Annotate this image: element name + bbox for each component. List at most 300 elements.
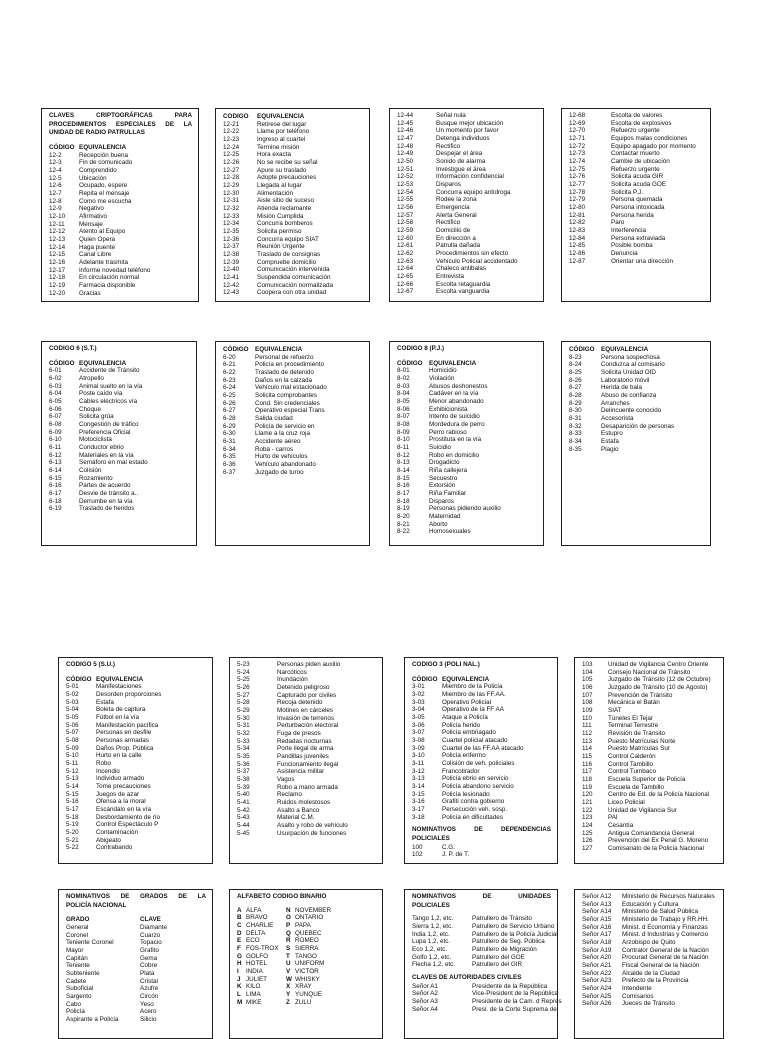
alphabet-letter: X: [286, 983, 291, 991]
code-row: [237, 799, 376, 807]
meaning-cell: Mordedura de perro: [429, 421, 485, 429]
code-cell: 6-34: [223, 445, 236, 453]
code-cell: 12-3: [49, 159, 62, 167]
code-cell: 6-28: [223, 415, 236, 423]
meaning-cell: Cadáver en la vía: [429, 390, 479, 398]
meaning-cell: Quien Opera: [79, 236, 116, 244]
meaning-cell: Juzgado de Tránsito (12 de Octubre): [608, 676, 711, 684]
meaning-cell: Accidente aéreo: [255, 438, 301, 446]
code-row: [569, 227, 704, 235]
code-row: [397, 120, 537, 128]
code-cell: 8-16: [397, 482, 410, 490]
card-title: CODIGO 6 (S.T.): [49, 345, 97, 352]
code-cell: 5-11: [66, 760, 79, 768]
meaning-cell: Operativo de la FF AA: [442, 706, 504, 714]
code-row: [582, 830, 717, 838]
code-cell: 5-45: [237, 829, 250, 837]
code-row: [223, 197, 363, 205]
code-row: [412, 915, 551, 923]
code-cell: 6-29: [223, 422, 236, 430]
code-row: [412, 946, 551, 954]
meaning-cell: Aisle sitio de suceso: [257, 197, 315, 205]
code-cell: 12-23: [223, 136, 240, 144]
code-cell: 5-14: [66, 783, 79, 791]
code-row: [49, 406, 190, 414]
meaning-cell: Contrabando: [96, 844, 133, 852]
meaning-cell: Perturbación electoral: [277, 722, 339, 730]
column-header: [569, 346, 704, 354]
code-row: [412, 1005, 557, 1014]
alphabet-letter: D: [237, 929, 242, 937]
meaning-cell: Apure su traslado: [257, 166, 307, 174]
code-cell: 12-5: [49, 174, 62, 182]
code-row: [582, 684, 717, 692]
code-row: [412, 699, 551, 707]
alphabet-word: ONTARIO: [295, 914, 324, 922]
meaning-cell: Alimentación: [257, 189, 294, 197]
code-cell: 6-04: [49, 390, 62, 398]
code-cell: 6-12: [49, 451, 62, 459]
meaning-cell: Mensaje: [79, 220, 103, 228]
meaning-cell: Extorsión: [429, 482, 456, 490]
meaning-cell: Policía abandono servicio: [442, 783, 514, 791]
code-cell: Cadete: [66, 977, 87, 985]
code-row: [569, 369, 704, 377]
meaning-cell: Cuarzo: [140, 931, 161, 939]
meaning-cell: Motociclista: [79, 436, 112, 444]
code-row: [49, 228, 192, 236]
meaning-cell: Patrullero de Servicio Urbano: [472, 923, 555, 931]
code-row: [412, 752, 551, 760]
meaning-cell: Prefecto de la Provincia: [622, 977, 689, 985]
meaning-cell: Derrumbe en la vía: [79, 497, 133, 505]
code-cell: 5-20: [66, 829, 79, 837]
code-cell: 5-08: [66, 737, 79, 745]
code-row: [412, 814, 551, 822]
code-row: [397, 173, 537, 181]
column-header-value: EQUIVALENCIA: [255, 346, 303, 353]
code-row: [66, 737, 206, 745]
code-row: [223, 213, 363, 221]
meaning-cell: Accidente de Tránsito: [79, 367, 140, 375]
code-row: [237, 692, 376, 700]
meaning-cell: Policía lesionado: [442, 790, 490, 798]
code-cell: 12-78: [569, 188, 586, 196]
alphabet-row: [237, 930, 376, 938]
code-cell: 5-04: [66, 706, 79, 714]
code-row: [569, 204, 704, 212]
code-row: [237, 807, 376, 815]
code-cell: 8-19: [397, 505, 410, 513]
column-header-value: EQUIVALENCIA: [429, 359, 477, 367]
code-row: [49, 413, 190, 421]
code-cell: 12-32: [223, 205, 240, 213]
code-row: [582, 715, 717, 723]
meaning-cell: Coopera con otra unidad: [257, 289, 327, 297]
meaning-cell: Arranches: [601, 399, 630, 407]
meaning-cell: Información confidencial: [436, 173, 504, 181]
code-row: [49, 167, 192, 175]
code-cell: 3-05: [412, 714, 425, 722]
meaning-cell: Revisión de Tránsito: [608, 730, 666, 738]
meaning-cell: Control Tumbaco: [608, 768, 656, 776]
meaning-cell: No se recibe su señal: [257, 159, 318, 167]
code-cell: 5-30: [237, 714, 250, 722]
code-row: [582, 939, 717, 947]
meaning-cell: Daños en la calzada: [255, 376, 313, 384]
alphabet-letter: H: [237, 960, 242, 968]
alphabet-row: [237, 968, 376, 976]
meaning-cell: Farmacia disponible: [79, 282, 136, 290]
code-cell: 6-16: [49, 482, 62, 490]
alphabet-word: XRAY: [295, 983, 312, 991]
code-row: [569, 235, 704, 243]
code-cell: 106: [582, 684, 593, 692]
meaning-cell: Control Espectáculo P: [96, 821, 159, 829]
code-row: [223, 453, 363, 461]
code-row: [397, 475, 537, 483]
code-cell: 5-12: [66, 767, 79, 775]
meaning-cell: Desorden proporciones: [96, 691, 162, 699]
meaning-cell: Homosexuales: [429, 528, 471, 536]
meaning-cell: Cond. Sin credenciales: [255, 399, 320, 407]
code-cell: 5-10: [66, 752, 79, 760]
code-row: [237, 676, 376, 684]
code-cell: 12-73: [569, 150, 586, 158]
code-cell: Señor A24: [582, 985, 612, 993]
code-row: [49, 282, 192, 290]
meaning-cell: Plata: [140, 970, 155, 978]
meaning-cell: Reclamo: [277, 791, 302, 799]
code-row: [569, 258, 704, 266]
code-row: [397, 242, 537, 250]
code-row: [582, 761, 717, 769]
code-row: [397, 467, 537, 475]
code-row: [569, 242, 704, 250]
meaning-cell: Asistencia militar: [277, 768, 325, 776]
code-row: [582, 738, 717, 746]
meaning-cell: Violación: [429, 375, 455, 383]
code-row: [582, 931, 717, 939]
meaning-cell: Policía en procedimiento: [255, 361, 324, 369]
code-cell: Señor A21: [582, 962, 612, 970]
card-grados-policia: [58, 889, 213, 1039]
code-cell: Señor A26: [582, 1000, 612, 1008]
code-row: [569, 384, 704, 392]
section-title: NOMINATIVOS DE DEPENDENCIAS: [412, 826, 551, 834]
code-row: [397, 112, 537, 120]
code-row: [223, 220, 363, 228]
code-cell: 8-14: [397, 467, 410, 475]
code-cell: 8-05: [397, 398, 410, 406]
meaning-cell: Topacio: [140, 939, 162, 947]
code-cell: Señor A18: [582, 939, 612, 947]
meaning-cell: Reunión Urgente: [257, 243, 305, 251]
meaning-cell: Persona quemada: [611, 196, 663, 204]
meaning-cell: En dirección a: [436, 234, 476, 242]
code-row: [237, 738, 376, 746]
code-cell: 12-48: [397, 142, 414, 150]
code-cell: Teniente Coronel: [66, 939, 114, 947]
code-cell: 8-02: [397, 375, 410, 383]
code-cell: 6-19: [49, 505, 62, 513]
code-row: [66, 722, 206, 730]
meaning-cell: Haga puente: [79, 243, 116, 251]
code-cell: 12-16: [49, 259, 66, 267]
meaning-cell: Materiales en la vía: [79, 451, 134, 459]
code-row: [223, 369, 363, 377]
code-row: [412, 983, 551, 991]
code-row: [582, 745, 717, 753]
code-cell: 5-15: [66, 790, 79, 798]
code-row: [49, 459, 190, 467]
code-cell: 12-11: [49, 220, 65, 228]
code-cell: 12-7: [49, 190, 62, 198]
code-row: [582, 776, 717, 784]
code-row: [412, 851, 551, 859]
code-cell: 8-28: [569, 392, 582, 400]
code-row: [66, 1001, 206, 1009]
code-row: [569, 354, 704, 362]
meaning-cell: Hurto de vehículos: [255, 453, 308, 461]
meaning-cell: Recepción buena: [79, 151, 129, 159]
code-row: [397, 406, 537, 414]
meaning-cell: Puesto Matrículas Sur: [608, 745, 670, 753]
meaning-cell: Patrullero de la Policía Judicial: [472, 930, 558, 938]
meaning-cell: Gracias: [79, 289, 101, 297]
code-cell: Mayor: [66, 947, 84, 955]
card-codigo-5-cont: [229, 657, 383, 864]
code-row: [237, 661, 376, 669]
code-cell: 5-42: [237, 806, 250, 814]
code-row: [397, 158, 537, 166]
code-row: [397, 429, 537, 437]
meaning-cell: Rectifico: [436, 142, 461, 150]
code-row: [397, 390, 537, 398]
meaning-cell: Puesto Matrículas Norte: [608, 737, 676, 745]
alphabet-letter: F: [237, 945, 241, 953]
code-row: [66, 962, 206, 970]
code-cell: 8-32: [569, 422, 582, 430]
meaning-cell: Compruebe domicilio: [257, 258, 317, 266]
code-row: [582, 676, 717, 684]
code-cell: 5-18: [66, 813, 79, 821]
code-cell: 5-06: [66, 721, 79, 729]
alphabet-word: UNIFORM: [295, 960, 325, 968]
code-row: [412, 768, 551, 776]
code-cell: Señor A3: [412, 998, 438, 1006]
code-row: [49, 290, 192, 298]
meaning-cell: Alcalde de la Ciudad: [622, 969, 680, 977]
meaning-cell: En circulación normal: [79, 274, 140, 282]
code-cell: 5-33: [237, 737, 250, 745]
code-cell: 12-33: [223, 212, 240, 220]
code-cell: 6-11: [49, 444, 62, 452]
code-row: [582, 837, 717, 845]
meaning-cell: Escolta retaguardia: [436, 280, 491, 288]
code-cell: 3-11: [412, 760, 425, 768]
alphabet-word: ROMEO: [295, 937, 319, 945]
code-cell: 5-38: [237, 776, 250, 784]
code-cell: 12-55: [397, 196, 414, 204]
meaning-cell: Cristal: [140, 977, 158, 985]
code-row: [49, 390, 190, 398]
code-row: [412, 844, 551, 852]
alphabet-letter: S: [286, 945, 291, 953]
code-row: [49, 152, 192, 160]
meaning-cell: Abigeato: [96, 836, 121, 844]
meaning-cell: Comisarios: [622, 992, 654, 1000]
meaning-cell: Escuela de Tambillo: [608, 783, 664, 791]
meaning-cell: Termine misión: [257, 143, 300, 151]
code-row: [582, 669, 717, 677]
code-cell: 12-25: [223, 151, 240, 159]
code-cell: 122: [582, 806, 593, 814]
code-cell: Señor A12: [582, 893, 612, 900]
code-row: [66, 924, 206, 932]
code-cell: 5-31: [237, 722, 250, 730]
alphabet-word: FOS-TROX: [246, 945, 279, 953]
card-codigo-5: [58, 657, 213, 864]
meaning-cell: Patrullero del GOE: [472, 953, 525, 961]
code-cell: 12-67: [397, 288, 414, 296]
meaning-cell: Ingreso al cuartel: [257, 136, 306, 144]
meaning-cell: Yeso: [140, 1000, 154, 1008]
code-cell: 12-51: [397, 165, 414, 173]
meaning-cell: Laboratorio móvil: [601, 376, 650, 384]
code-row: [66, 729, 206, 737]
meaning-cell: Solicita Unidad OID: [601, 369, 656, 377]
code-cell: Sargento: [66, 993, 92, 1001]
code-row: [223, 243, 363, 251]
code-row: [412, 954, 551, 962]
meaning-cell: Entrevista: [436, 273, 464, 281]
code-row: [582, 807, 717, 815]
code-row: [412, 806, 551, 814]
code-row: [397, 367, 537, 375]
code-cell: 12-46: [397, 127, 414, 135]
meaning-cell: Contralor General de la Nación: [622, 946, 709, 954]
alphabet-row: [237, 999, 376, 1007]
meaning-cell: Adelante trasmita: [79, 259, 129, 267]
meaning-cell: Orientar una dirección: [611, 257, 673, 265]
meaning-cell: Interferencia: [611, 227, 647, 235]
code-row: [49, 482, 190, 490]
code-cell: 3-09: [412, 744, 425, 752]
meaning-cell: Patrulla dañada: [436, 242, 481, 250]
column-header: [412, 676, 551, 684]
code-row: [412, 775, 551, 783]
column-header-value: CLAVE: [140, 916, 161, 924]
code-cell: 12-28: [223, 174, 240, 182]
meaning-cell: Concurra bomberos: [257, 220, 313, 228]
code-row: [582, 924, 717, 932]
code-cell: 8-35: [569, 445, 582, 453]
meaning-cell: Vehículo abandonado: [255, 461, 316, 469]
code-row: [223, 228, 363, 236]
meaning-cell: Suspendida comunicación: [257, 274, 331, 282]
code-cell: 8-30: [569, 407, 582, 415]
meaning-cell: Narcóticos: [277, 668, 307, 676]
code-cell: 12-26: [223, 159, 240, 167]
code-row: [223, 251, 363, 259]
column-header-code: CÓDIGO: [66, 675, 92, 683]
alphabet-letter: E: [237, 937, 242, 945]
code-cell: 3-07: [412, 729, 425, 737]
alphabet-word: JULIET: [246, 975, 267, 983]
meaning-cell: Negativo: [79, 205, 104, 213]
code-row: [66, 791, 206, 799]
alphabet-word: KILO: [246, 983, 261, 991]
code-row: [66, 1016, 206, 1024]
code-row: [569, 120, 704, 128]
meaning-cell: Policía ebrio en servicio: [442, 775, 509, 783]
meaning-cell: Diamante: [140, 924, 167, 932]
code-row: [223, 407, 363, 415]
code-cell: 120: [582, 791, 593, 799]
code-cell: 5-27: [237, 691, 250, 699]
alphabet-letter: V: [286, 968, 291, 976]
code-row: [223, 469, 363, 477]
meaning-cell: Rozamiento: [79, 474, 113, 482]
code-cell: 12-24: [223, 143, 240, 151]
code-cell: Cabo: [66, 1000, 82, 1008]
code-cell: 6-30: [223, 430, 236, 438]
code-row: [223, 289, 363, 297]
meaning-cell: Cobre: [140, 962, 158, 970]
meaning-cell: Comprendido: [79, 167, 117, 175]
meaning-cell: Despejar el área: [436, 150, 483, 158]
code-cell: 3-06: [412, 721, 425, 729]
code-row: [569, 438, 704, 446]
code-cell: 5-37: [237, 768, 250, 776]
meaning-cell: Desvie de tránsito a..: [79, 490, 139, 498]
meaning-cell: Patrullero de Seg. Pública: [472, 938, 545, 946]
alphabet-word: VICTOR: [295, 968, 319, 976]
code-cell: 5-19: [66, 821, 79, 829]
code-cell: 124: [582, 822, 593, 830]
meaning-cell: Silicio: [140, 1016, 157, 1024]
meaning-cell: Adopte precauciones: [257, 174, 317, 182]
meaning-cell: Canal Libre: [79, 251, 112, 259]
code-cell: 102: [412, 851, 423, 859]
meaning-cell: Incendio: [96, 767, 120, 775]
code-cell: 12-50: [397, 158, 414, 166]
meaning-cell: SIAT: [608, 707, 622, 715]
code-row: [412, 798, 551, 806]
code-cell: 5-07: [66, 729, 79, 737]
code-cell: 12-58: [397, 219, 414, 227]
meaning-cell: Manifestaciones: [96, 683, 142, 691]
meaning-cell: Solicita grúa: [79, 413, 114, 421]
code-cell: 12-6: [49, 182, 62, 190]
meaning-cell: Persona intoxicada: [611, 204, 665, 212]
code-cell: 12-12: [49, 228, 66, 236]
code-cell: 12-87: [569, 257, 586, 265]
code-row: [582, 893, 717, 901]
code-row: [397, 127, 537, 135]
meaning-cell: Equipos malas condiciones: [611, 135, 688, 143]
code-row: [582, 661, 717, 669]
code-cell: Capitán: [66, 954, 88, 962]
meaning-cell: Ministerio de Trabajo y RR.HH.: [622, 916, 709, 924]
code-row: [237, 699, 376, 707]
code-cell: Tango 1,2, etc.: [412, 915, 454, 923]
code-cell: 8-08: [397, 421, 410, 429]
code-row: [397, 482, 537, 490]
alphabet-word: WHISKY: [295, 975, 320, 983]
alphabet-row: [237, 937, 376, 945]
